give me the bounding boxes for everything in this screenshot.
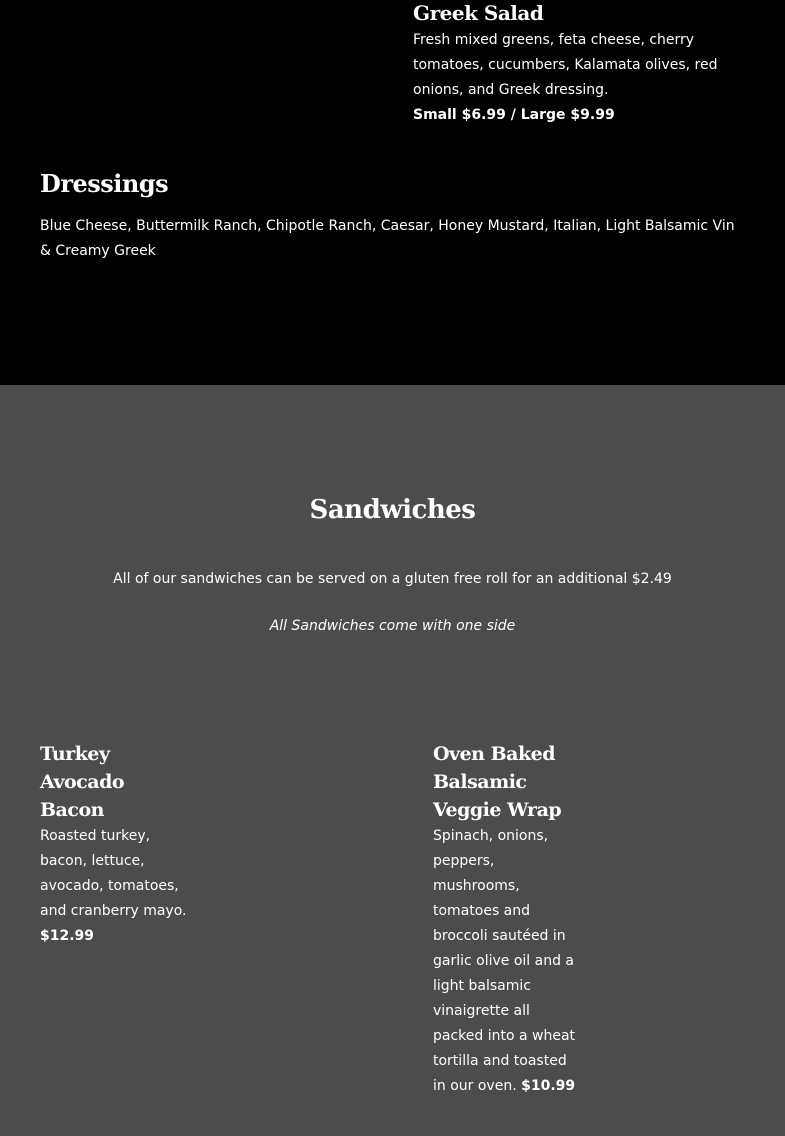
sandwiches-heading: Sandwiches	[309, 495, 476, 525]
menu-item-title	[40, 740, 190, 824]
menu-item-title-line: Veggie Wrap	[433, 799, 562, 821]
menu-item-title-line: Oven Baked	[433, 743, 556, 765]
menu-item-turkey-avocado-bacon	[40, 740, 190, 949]
menu-item-price: $10.99	[521, 1078, 576, 1094]
menu-item-title: Greek Salad	[413, 1, 544, 25]
menu-item-description	[433, 824, 578, 1099]
menu-item-title-line: Turkey	[40, 743, 110, 765]
gluten-free-note: All of our sandwiches can be served on a gluten free roll for an additional $2.49	[113, 571, 672, 587]
menu-item-title-line: Avocado Bacon	[40, 771, 125, 821]
menu-item-price: $12.99	[40, 928, 95, 944]
sandwiches-section	[0, 385, 785, 1136]
menu-item-greek-salad	[413, 0, 733, 128]
menu-item-title-line: Balsamic	[433, 771, 527, 793]
menu-item-veggie-wrap	[433, 740, 578, 1099]
menu-item-description: Fresh mixed greens, feta cheese, cherry tomatoes, cucumbers, Kalamata olives, red onions, and Greek dressing.	[413, 32, 718, 98]
menu-item-title	[433, 740, 578, 824]
menu-item-description: Roasted turkey, bacon, lettuce, avocado, tomatoes, and cranberry mayo.	[40, 828, 187, 919]
salads-section	[0, 0, 785, 385]
dressings-block	[40, 167, 740, 264]
menu-item-price: Small $6.99 / Large $9.99	[413, 107, 615, 123]
side-note: All Sandwiches come with one side	[269, 618, 516, 634]
dressings-list: Blue Cheese, Buttermilk Ranch, Chipotle Ranch, Caesar, Honey Mustard, Italian, Light Balsamic Vin & Creamy Greek	[40, 218, 735, 259]
menu-item-description-text: Spinach, onions, peppers, mushrooms, tomatoes and broccoli sautéed in garlic olive oil and a light balsamic vinaigrette all packed into a wheat tortilla and toasted in our oven.	[433, 828, 576, 1094]
dressings-heading: Dressings	[40, 169, 169, 198]
